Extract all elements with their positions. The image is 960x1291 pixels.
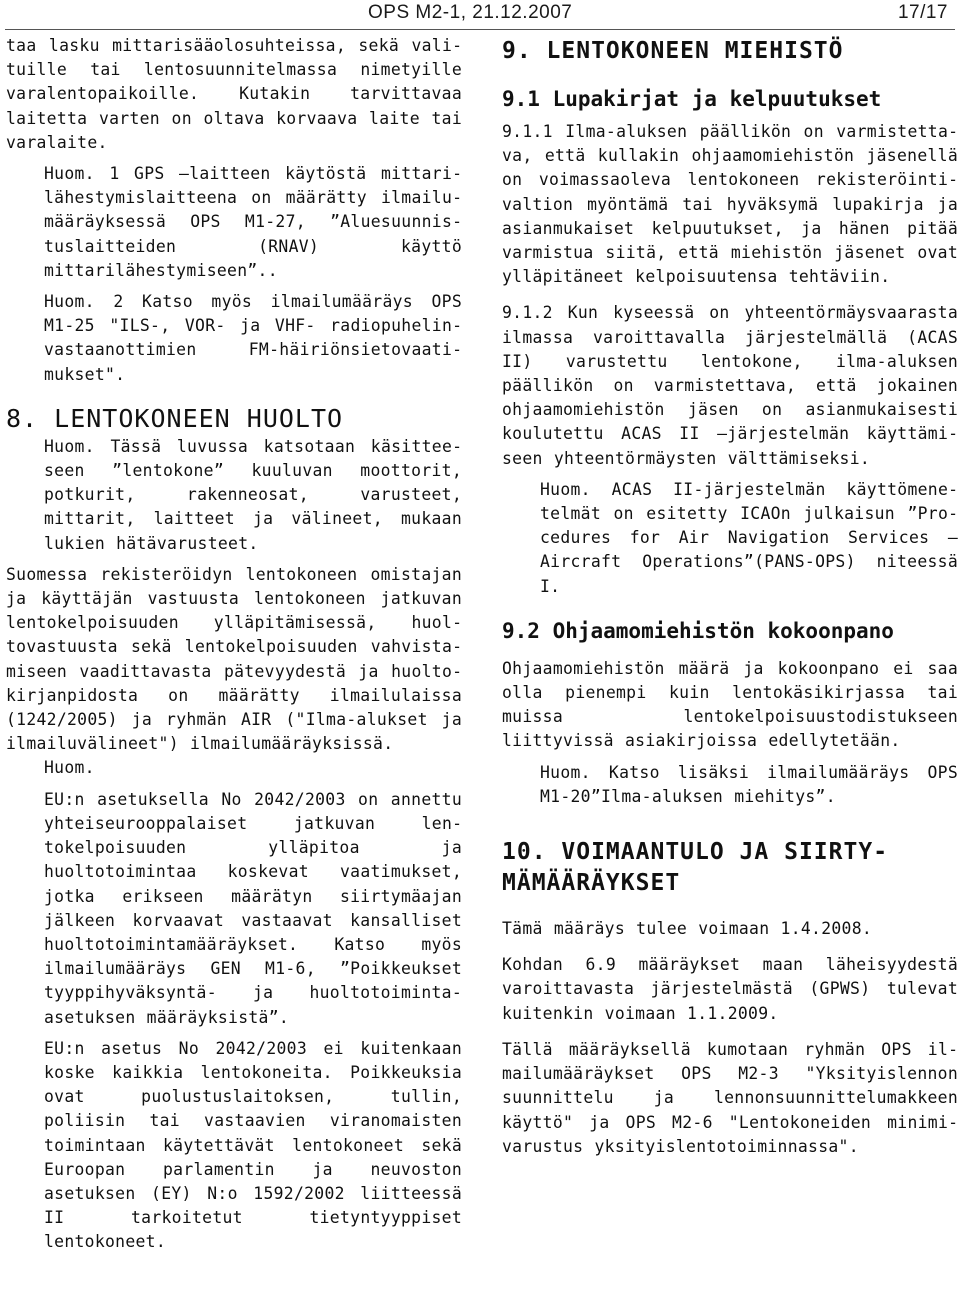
note-maintenance-scope: Huom. Tässä luvussa katsotaan käsitteeseen ”lentokone” kuuluvan moottorit, potkurit, rakenneosat, varusteet, mittarit, laitteet ja välineet, mukaan lukien hätävarusteet. (44, 436, 462, 553)
section-8-heading: 8. LENTOKONEEN HUOLTO (6, 403, 344, 433)
note-2-ils-vor: Huom. 2 Katso myös ilmailumääräys OPS M1-25 "ILS-, VOR- ja VHF- radiopuhelinvastaanottimien FM-häiriönsietovaatimukset". (44, 292, 462, 384)
section-9-heading: 9. LENTOKONEEN MIEHISTÖ (502, 38, 844, 64)
paragraph-effective-date: Tämä määräys tulee voimaan 1.4.2008. (502, 919, 873, 939)
header-divider (5, 29, 955, 30)
note-eu-exceptions: EU:n asetus No 2042/2003 ei kuitenkaan koske kaikkia lentokoneita. Poikkeuksia ovat puolustuslaitoksen, tullin, poliisin tai vastaavien viranomaisten toimintaan käytettävät lentokoneet sekä Euroopan parlamentin ja neuvoston asetuksen (EY) N:o 1592/2002 liitteessä II tarkoitetut tietyntyyppiset lentokoneet. (44, 1038, 462, 1252)
note-label: Huom. (44, 758, 95, 778)
paragraph-repeal: Tällä määräyksellä kumotaan ryhmän OPS ilmailumääräykset OPS M2-3 "Yksityislennon suunnittelu ja lennonsuunnittelumakkeen käyttö" ja OPS M2-6 "Lentokoneiden minimivarustus yksityislentotoiminnassa". (502, 1039, 958, 1156)
paragraph-alternate-equipment: taa lasku mittarisääolosuhteissa, sekä valituille tai lentosuunnitelmassa nimetyille varalentopaikoille. Kutakin tarvittavaa laitetta varten on oltava korvaava laite tai varalaite. (6, 36, 462, 152)
left-column (6, 34, 462, 1255)
section-9-1-heading: 9.1 Lupakirjat ja kelpuutukset (502, 87, 882, 111)
right-column (502, 34, 958, 1159)
paragraph-owner-responsibility: Suomessa rekisteröidyn lentokoneen omistajan ja käyttäjän vastuusta lentokoneen jatkuvan lentokelpoisuuden ylläpitämisessä, huoltovastuusta sekä lentokelpoisuuden vahvistamiseen vaadittavasta pätevyydestä ja huoltokirjanpidosta on määrätty ilmailulaissa (1242/2005) ja ryhmän AIR ("Ilma-alukset ja ilmailuvälineet") ilmailumääräyksissä. (6, 564, 462, 754)
section-9-2-heading: 9.2 Ohjaamomiehistön kokoonpano (502, 618, 894, 643)
note-1-gps: Huom. 1 GPS –laitteen käytöstä mittarilähestymislaitteena on määrätty ilmailumääräyksessä OPS M1-27, ”Aluesuunnistuslaitteiden (RNAV) käyttö mittarilähestymiseen”.. (44, 164, 462, 280)
paragraph-9-1-2: 9.1.2 Kun kyseessä on yhteentörmäysvaarasta ilmassa varoittavalla järjestelmällä (ACAS II) varustettu lentokone, ilma-aluksen päällikön on varmistettava, että jokainen ohjaamomiehistön jäsen on asianmukaisesti koulutettu ACAS II –järjestelmän käyttämiseen yhteentörmäysten välttämiseksi. (502, 303, 958, 468)
section-10-heading: 10. VOIMAANTULO JA SIIRTYMÄMÄÄRÄYKSET (502, 839, 888, 897)
note-acas: Huom. ACAS II-järjestelmän käyttömenetelmät on esitetty ICAOn julkaisun ”Procedures for Air Navigation Services – Aircraft Operations”(PANS-OPS) niteessä I. (540, 479, 958, 596)
note-eu-regulation: EU:n asetuksella No 2042/2003 on annettu yhteiseurooppalaiset jatkuvan lentokelpoisuuden ylläpitoa ja huoltotoimintaa koskevat vaatimukset, jotka erikseen määrätyn siirtymäajan jälkeen korvaavat vastaavat kansalliset huoltotoimintamääräykset. Katso myös ilmailumääräys GEN M1-6, ”Poikkeukset tyyppihyväksyntä- ja huoltotoiminta-asetuksen määräyksistä”. (44, 789, 462, 1027)
paragraph-9-1-1: 9.1.1 Ilma-aluksen päällikön on varmistettava, että kullakin ohjaamomiehistön jäsenellä on voimassaoleva lentokoneen rekisteröintivaltion myöntämä tai hyväksymä lupakirja ja asianmukaiset kelpuutukset, ja hänen pitää varmistua siitä, että miehistön jäsenet ovat ylläpitäneet kelpoisuutensa tehtäviin. (502, 122, 958, 287)
note-crew-composition: Huom. Katso lisäksi ilmailumääräys OPS M1-20”Ilma-aluksen miehitys”. (540, 762, 958, 806)
paragraph-gpws: Kohdan 6.9 määräykset maan läheisyydestä varoittavasta järjestelmästä (GPWS) tulevat kuitenkin voimaan 1.1.2009. (502, 955, 958, 1023)
paragraph-9-2-1: Ohjaamomiehistön määrä ja kokoonpano ei saa olla pienempi kuin lentokäsikirjassa tai muissa lentokelpoisuustodistukseen liittyvissä asiakirjoissa edellytetään. (502, 658, 958, 751)
page-header (0, 2, 950, 30)
page-number: 17/17 (897, 2, 948, 23)
document-identifier: OPS M2-1, 21.12.2007 (368, 2, 573, 23)
